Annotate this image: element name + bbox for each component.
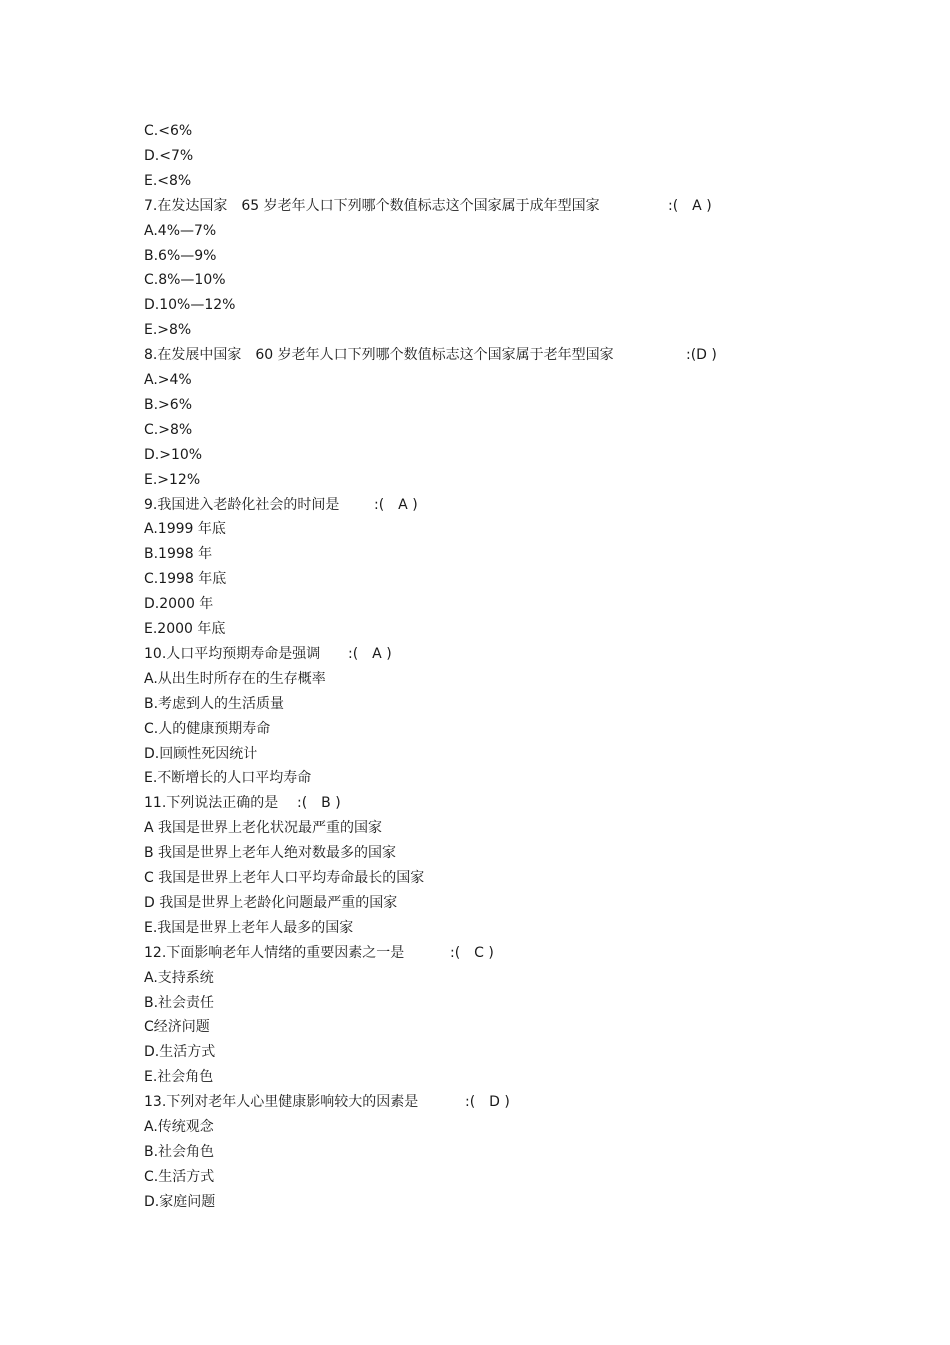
option-text: D.生活方式 bbox=[144, 1044, 216, 1060]
option-text: B.考虑到人的生活质量 bbox=[144, 696, 285, 712]
question-line bbox=[144, 343, 717, 367]
question-line bbox=[144, 642, 392, 666]
option-line bbox=[144, 418, 192, 442]
option-text: A 我国是世界上老化状况最严重的国家 bbox=[144, 820, 383, 836]
option-text: C.8%—10% bbox=[144, 272, 226, 288]
answer-key: :(D ) bbox=[686, 347, 717, 363]
option-line bbox=[144, 841, 396, 865]
option-line bbox=[144, 268, 226, 292]
option-line bbox=[144, 144, 193, 168]
option-text: E.>12% bbox=[144, 472, 201, 488]
option-line bbox=[144, 667, 326, 691]
option-text: D.家庭问题 bbox=[144, 1194, 216, 1210]
option-line bbox=[144, 966, 214, 990]
answer-key: :( A ) bbox=[374, 497, 418, 513]
option-line bbox=[144, 1115, 214, 1139]
option-text: B.社会责任 bbox=[144, 995, 215, 1011]
option-text: A.从出生时所存在的生存概率 bbox=[144, 671, 326, 687]
option-text: D.回顾性死因统计 bbox=[144, 746, 258, 762]
option-text: A.支持系统 bbox=[144, 970, 214, 986]
option-line bbox=[144, 293, 235, 317]
option-line bbox=[144, 692, 284, 716]
option-text: E.不断增长的人口平均寿命 bbox=[144, 770, 312, 786]
answer-key: :( D ) bbox=[465, 1094, 510, 1110]
option-line bbox=[144, 866, 424, 890]
answer-key: :( B ) bbox=[297, 795, 341, 811]
option-line bbox=[144, 119, 192, 143]
option-line bbox=[144, 1040, 215, 1064]
option-line bbox=[144, 742, 257, 766]
option-text: D.>10% bbox=[144, 447, 203, 463]
option-text: A.4%—7% bbox=[144, 223, 217, 239]
question-text: 8.在发展中国家 60 岁老年人口下列哪个数值标志这个国家属于老年型国家 bbox=[144, 347, 614, 363]
option-text: B.>6% bbox=[144, 397, 192, 413]
option-line bbox=[144, 891, 397, 915]
option-text: C.>8% bbox=[144, 422, 193, 438]
question-line bbox=[144, 1090, 510, 1114]
question-line bbox=[144, 493, 418, 517]
option-text: C.人的健康预期寿命 bbox=[144, 721, 271, 737]
option-line bbox=[144, 368, 192, 392]
question-line bbox=[144, 791, 341, 815]
question-line bbox=[144, 194, 712, 218]
option-text: D.2000 年 bbox=[144, 596, 214, 612]
option-text: A.1999 年底 bbox=[144, 521, 226, 537]
option-line bbox=[144, 1190, 215, 1214]
option-line bbox=[144, 916, 353, 940]
option-line bbox=[144, 1140, 214, 1164]
option-line bbox=[144, 542, 212, 566]
option-line bbox=[144, 318, 191, 342]
option-text: C.<6% bbox=[144, 123, 193, 139]
question-line bbox=[144, 941, 494, 965]
option-line bbox=[144, 991, 214, 1015]
option-text: A.传统观念 bbox=[144, 1119, 214, 1135]
question-text: 12.下面影响老年人情绪的重要因素之一是 bbox=[144, 945, 405, 961]
option-text: E.我国是世界上老年人最多的国家 bbox=[144, 920, 354, 936]
option-line bbox=[144, 468, 200, 492]
option-line bbox=[144, 1015, 210, 1039]
option-text: E.2000 年底 bbox=[144, 621, 226, 637]
answer-key: :( A ) bbox=[348, 646, 392, 662]
option-text: A.>4% bbox=[144, 372, 192, 388]
option-text: D.<7% bbox=[144, 148, 194, 164]
option-line bbox=[144, 766, 311, 790]
option-line bbox=[144, 219, 216, 243]
option-line bbox=[144, 244, 216, 268]
option-line bbox=[144, 1065, 213, 1089]
question-text: 7.在发达国家 65 岁老年人口下列哪个数值标志这个国家属于成年型国家 bbox=[144, 198, 600, 214]
question-text: 13.下列对老年人心里健康影响较大的因素是 bbox=[144, 1094, 419, 1110]
option-line bbox=[144, 567, 226, 591]
option-text: D.10%—12% bbox=[144, 297, 236, 313]
option-text: C.生活方式 bbox=[144, 1169, 215, 1185]
option-text: D 我国是世界上老龄化问题最严重的国家 bbox=[144, 895, 398, 911]
option-text: B.1998 年 bbox=[144, 546, 213, 562]
option-text: E.社会角色 bbox=[144, 1069, 214, 1085]
answer-key: :( A ) bbox=[668, 198, 712, 214]
question-text: 11.下列说法正确的是 bbox=[144, 795, 279, 811]
answer-key: :( C ) bbox=[450, 945, 494, 961]
option-line bbox=[144, 443, 202, 467]
option-text: B.6%—9% bbox=[144, 248, 217, 264]
option-line bbox=[144, 592, 213, 616]
option-line bbox=[144, 393, 192, 417]
option-line bbox=[144, 617, 225, 641]
option-text: C.1998 年底 bbox=[144, 571, 227, 587]
option-text: C经济问题 bbox=[144, 1019, 210, 1035]
option-text: E.>8% bbox=[144, 322, 192, 338]
question-text: 9.我国进入老龄化社会的时间是 bbox=[144, 497, 340, 513]
option-line bbox=[144, 1165, 214, 1189]
option-line bbox=[144, 517, 226, 541]
question-text: 10.人口平均预期寿命是强调 bbox=[144, 646, 321, 662]
option-line bbox=[144, 717, 270, 741]
option-text: C 我国是世界上老年人口平均寿命最长的国家 bbox=[144, 870, 425, 886]
option-text: B 我国是世界上老年人绝对数最多的国家 bbox=[144, 845, 397, 861]
option-text: E.<8% bbox=[144, 173, 192, 189]
option-line bbox=[144, 816, 382, 840]
option-text: B.社会角色 bbox=[144, 1144, 215, 1160]
option-line bbox=[144, 169, 191, 193]
